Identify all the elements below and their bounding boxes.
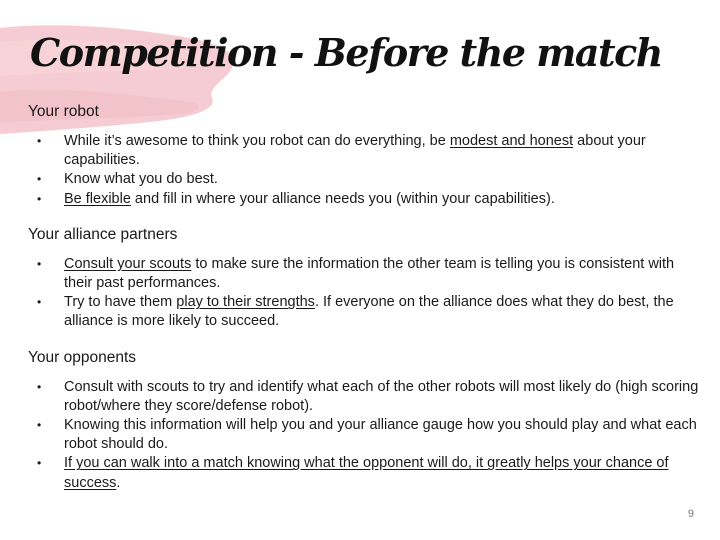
list-item: • Try to have them play to their strengths. If everyone on the alliance does what they do best, the alliance is more likely to succeed. (28, 293, 700, 331)
bullet-list (28, 378, 700, 493)
list-item: • While it’s awesome to think you robot can do everything, be modest and honest about your capabilities. (28, 132, 700, 170)
underlined-text: modest and honest (449, 133, 574, 149)
section-heading: Your robot (28, 103, 99, 120)
page-title: Competition - Before the match (30, 30, 662, 75)
page-number: 9 (687, 508, 694, 520)
list-item: • Consult your scouts to make sure the information the other team is telling you is consistent with their past performances. (28, 255, 700, 293)
list-item: • Consult with scouts to try and identify what each of the other robots will most likely do (high scoring robot/where they score/defense robot). (28, 378, 700, 416)
underlined-text: Consult your scouts (64, 255, 192, 272)
list-item: • Be flexible and fill in where your alliance needs you (within your capabilities). (28, 190, 700, 209)
bullet-list (28, 132, 700, 209)
underlined-text: Be flexible (64, 190, 131, 207)
section-heading: Your opponents (28, 348, 137, 366)
section-your-robot (28, 102, 700, 209)
section-heading: Your alliance partners (28, 225, 178, 243)
underlined-text: play to their strengths (176, 294, 315, 311)
content-body (28, 102, 700, 509)
section-your-alliance-partners (28, 225, 700, 332)
bullet-list (28, 255, 700, 332)
list-item: • Know what you do best. (28, 170, 700, 189)
underlined-text: If you can walk into a match knowing what the opponent will do, it greatly helps your chance of success (64, 455, 669, 491)
list-item: • Knowing this information will help you and your alliance gauge how you should play and what each robot should do. (28, 416, 700, 454)
section-your-opponents (28, 348, 700, 493)
list-item: • If you can walk into a match knowing what the opponent will do, it greatly helps your chance of success. (28, 454, 700, 492)
